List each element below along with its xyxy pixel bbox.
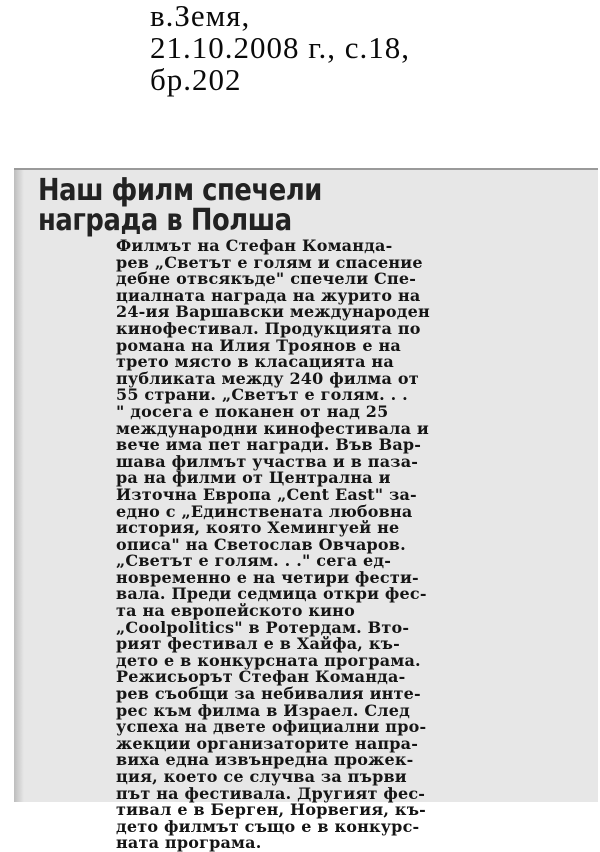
- article-line: 55 страни. „Светът е голям. . .: [116, 385, 408, 405]
- article-line: 24-ия Варшавски международен: [116, 302, 430, 322]
- article-line: публиката между 240 филма от: [116, 368, 419, 388]
- source-newspaper: в.Земя,: [150, 0, 251, 33]
- article-line: дето филмът също е в конкурс-: [116, 816, 420, 836]
- headline-line: награда в Полша: [38, 203, 292, 238]
- article-line: дето е в конкурсната програма.: [116, 650, 421, 670]
- article-line: трето място в класацията на: [116, 352, 394, 372]
- article-line: жекции организаторите напра-: [116, 733, 419, 753]
- publication-source: [150, 0, 595, 96]
- article-headline: [38, 173, 502, 238]
- article-line: Филмът на Стефан Командa-: [116, 236, 393, 255]
- article-line: дебне отвсякъде" спечели Спе-: [116, 269, 417, 289]
- article-line: тивал е в Берген, Норвегия, къ-: [116, 800, 427, 820]
- article-line: едно с „Единствената любовна: [116, 501, 413, 521]
- source-date-page: 21.10.2008 г., с.18,: [150, 30, 410, 65]
- article-line: циалната награда на журито на: [116, 285, 421, 305]
- article-line: романа на Илия Троянов е на: [116, 335, 401, 355]
- article-line: път на фестивала. Другият фес-: [116, 783, 426, 803]
- article-line: международни кинофестивала и: [116, 418, 429, 438]
- article-line: описа" на Светослав Овчаров.: [116, 534, 406, 554]
- article-line: рият фестивал е в Хайфа, къ-: [116, 634, 400, 654]
- article-line: Режисьорът Стефан Командa-: [116, 667, 406, 687]
- headline-line: Наш филм спечели: [38, 173, 322, 208]
- article-line: рев „Светът е голям и спасение: [116, 252, 423, 272]
- article-line: „Coolpolitics" в Ротердам. Вто-: [116, 617, 410, 637]
- article-line: кинофестивал. Продукцията по: [116, 318, 421, 338]
- article-line: новременно е на четири фести-: [116, 567, 419, 587]
- clipping-edge-shadow: [14, 170, 24, 802]
- article-line: " досега е поканен от над 25: [116, 401, 389, 421]
- article-line: Източна Европа „Cent East" за-: [116, 484, 417, 504]
- article-line: ция, което се случва за първи: [116, 767, 407, 786]
- article-line: история, която Хемингуей не: [116, 518, 400, 538]
- source-issue: бр.202: [150, 62, 242, 97]
- article-line: „Светът е голям. . ." сега ед-: [116, 551, 392, 571]
- article-body: [116, 238, 580, 852]
- newspaper-clipping: [14, 168, 598, 852]
- article-line: та на европейското кино: [116, 601, 355, 621]
- article-line: рев съобщи за небивалия инте-: [116, 684, 421, 704]
- article-line: успеха на двете официални про-: [116, 717, 427, 737]
- article-line: вече има пет награди. Във Вар-: [116, 435, 422, 455]
- article-line: ра на филми от Централна и: [116, 468, 391, 488]
- article-line: шава филмът участва и в паза-: [116, 451, 419, 471]
- article-line: ната програма.: [116, 833, 262, 852]
- article-line: виха една извънредна прожек-: [116, 750, 414, 770]
- article-line: рес към филма в Израел. След: [116, 700, 411, 720]
- article-line: вала. Преди седмица откри фес-: [116, 584, 427, 604]
